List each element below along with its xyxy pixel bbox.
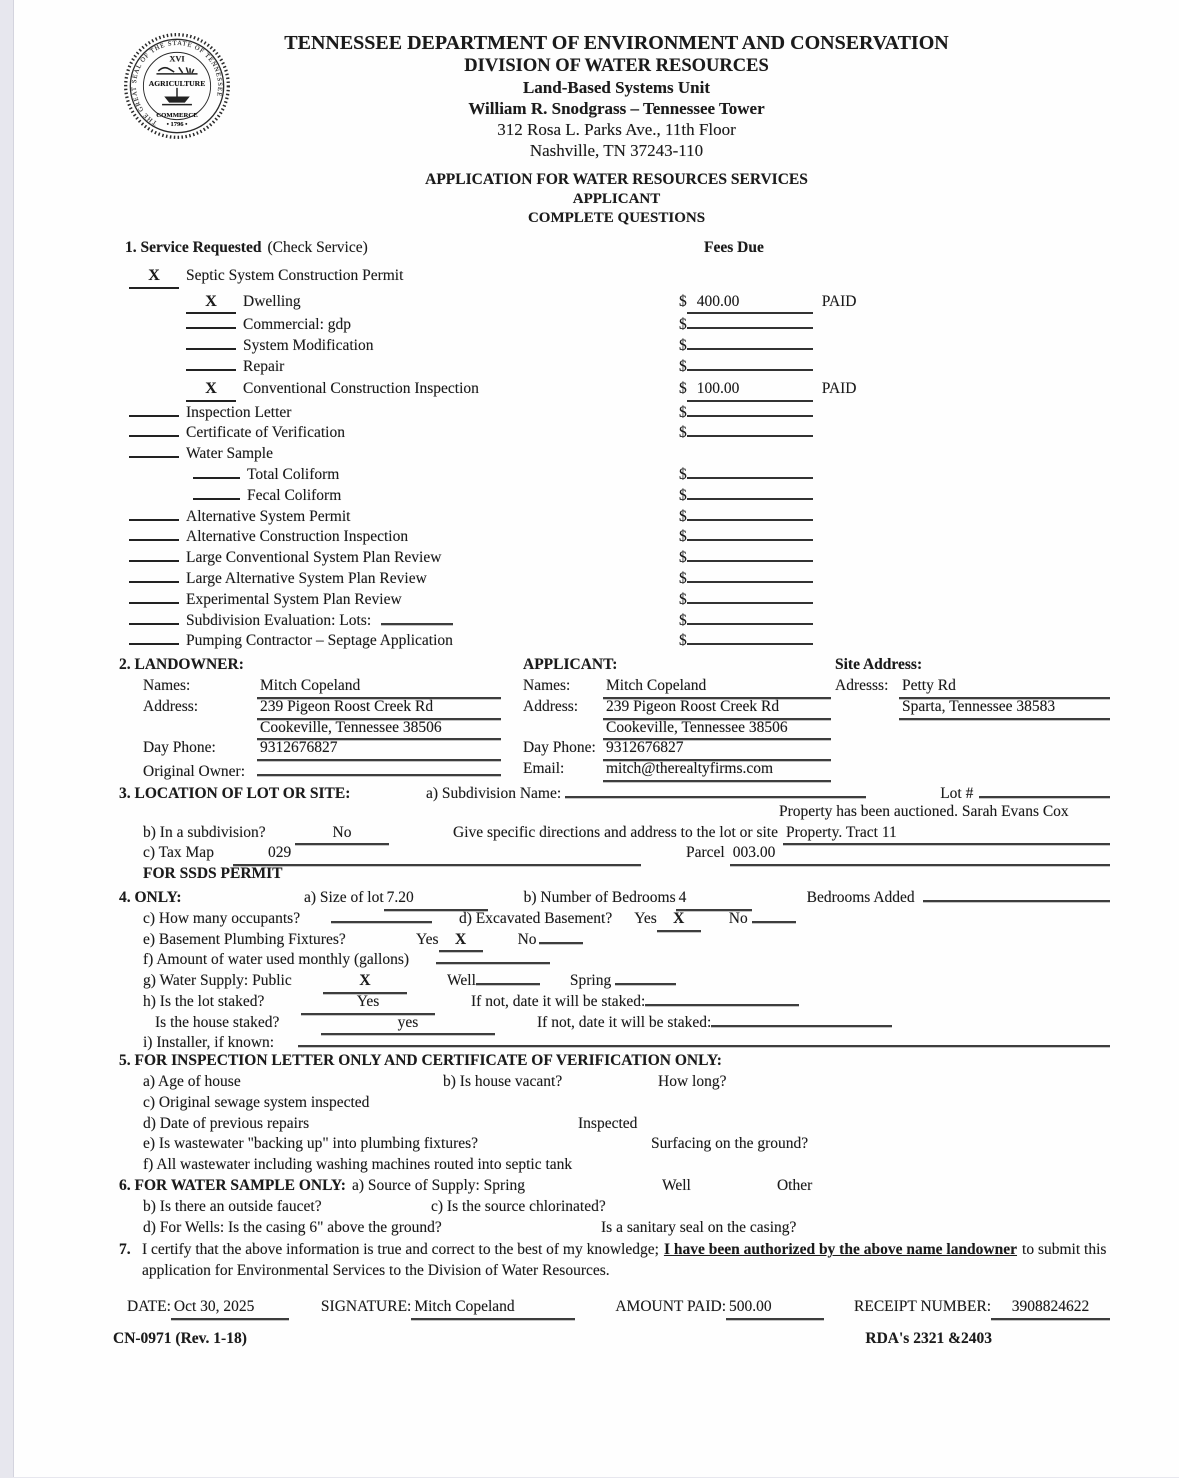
dollar-sign: $ bbox=[679, 528, 687, 546]
no-label: No bbox=[728, 909, 748, 927]
address-label: Address: bbox=[523, 697, 579, 715]
bedrooms-added-label: Bedrooms Added bbox=[806, 888, 915, 906]
water-monthly-row bbox=[119, 947, 1110, 968]
service-item-row bbox=[119, 354, 1110, 375]
no-label: No bbox=[517, 930, 537, 948]
landowner-address2-field[interactable]: Cookeville, Tennessee 38506 bbox=[257, 718, 501, 741]
service-item-label: Inspection Letter bbox=[186, 403, 292, 421]
fee-amount-field[interactable]: 100.00 bbox=[687, 379, 813, 402]
source-of-supply-label: a) Source of Supply: Spring bbox=[351, 1177, 526, 1195]
dollar-sign: $ bbox=[679, 292, 687, 310]
outside-faucet-label: b) Is there an outside faucet? bbox=[143, 1197, 322, 1215]
checkbox-large-alternative-plan-review[interactable] bbox=[129, 566, 179, 583]
paid-label: PAID bbox=[821, 379, 857, 397]
water-supply-row bbox=[119, 968, 1110, 989]
service-item-label: Repair bbox=[243, 357, 285, 375]
dollar-sign: $ bbox=[679, 316, 687, 334]
checkbox-inspection-letter[interactable] bbox=[129, 400, 179, 417]
size-of-lot-label: a) Size of lot bbox=[304, 888, 384, 906]
age-of-house-label: a) Age of house bbox=[143, 1073, 241, 1091]
checkbox-water-sample[interactable] bbox=[129, 441, 179, 458]
inspection-title: 5. FOR INSPECTION LETTER ONLY AND CERTIFICATE OF VERIFICATION ONLY: bbox=[119, 1052, 722, 1070]
tax-map-field[interactable]: 029 bbox=[233, 843, 641, 866]
service-item-label: Water Sample bbox=[186, 445, 273, 463]
dollar-sign: $ bbox=[679, 549, 687, 567]
fee-amount-field[interactable] bbox=[687, 524, 813, 541]
previous-repairs-label: d) Date of previous repairs bbox=[143, 1114, 310, 1132]
service-item-row bbox=[119, 566, 1110, 587]
agency-title: TENNESSEE DEPARTMENT OF ENVIRONMENT AND CONSERVATION bbox=[284, 32, 949, 54]
plumbing-no-field[interactable] bbox=[539, 927, 583, 944]
yes-label: Yes bbox=[416, 930, 439, 948]
in-subdivision-label: b) In a subdivision? bbox=[143, 823, 266, 841]
tax-map-row bbox=[119, 843, 1110, 864]
water-monthly-field[interactable] bbox=[436, 947, 550, 964]
form-number: CN-0971 (Rev. 1-18) bbox=[113, 1329, 247, 1347]
applicant-phone-field[interactable]: 9312676827 bbox=[603, 738, 831, 761]
service-item-label: Total Coliform bbox=[247, 465, 340, 483]
house-staked-field[interactable]: yes bbox=[321, 1013, 495, 1036]
checkbox-fecal-coliform[interactable] bbox=[193, 483, 240, 500]
installer-field[interactable] bbox=[298, 1030, 1110, 1047]
routed-label: f) All wastewater including washing machines routed into septic tank bbox=[143, 1156, 573, 1174]
tax-map-label: c) Tax Map bbox=[143, 844, 214, 862]
amount-paid-label: AMOUNT PAID: bbox=[615, 1298, 727, 1316]
bedrooms-added-field[interactable] bbox=[923, 885, 1110, 902]
service-item-row bbox=[119, 608, 1110, 629]
service-item-row bbox=[119, 292, 1110, 313]
house-staked-row bbox=[119, 1010, 1110, 1031]
yes-label: Yes bbox=[634, 909, 657, 927]
dollar-sign: $ bbox=[679, 424, 687, 442]
dollar-sign: $ bbox=[679, 357, 687, 375]
spring-check-field[interactable] bbox=[615, 968, 676, 985]
service-item-row bbox=[119, 379, 1110, 400]
site-address-title: Site Address: bbox=[835, 656, 923, 674]
in-subdivision-row bbox=[119, 823, 1110, 844]
seal-commerce-label: COMMERCE bbox=[156, 111, 198, 119]
other-option-label: Other bbox=[776, 1177, 813, 1195]
original-owner-label: Original Owner: bbox=[143, 763, 246, 781]
occupants-basement-row bbox=[119, 906, 1110, 927]
service-item-row bbox=[119, 462, 1110, 483]
previous-repairs-row bbox=[119, 1114, 1110, 1135]
checkbox-certificate-verification[interactable] bbox=[129, 420, 179, 437]
landowner-address1-field[interactable]: 239 Pigeon Roost Creek Rd bbox=[257, 697, 501, 720]
fee-amount-field[interactable] bbox=[687, 628, 813, 645]
applicant-column bbox=[517, 655, 835, 780]
dollar-sign: $ bbox=[679, 403, 687, 421]
backing-up-row bbox=[119, 1134, 1110, 1155]
water-monthly-label: f) Amount of water used monthly (gallons) bbox=[143, 951, 410, 969]
signature-field[interactable]: Mitch Copeland bbox=[411, 1297, 575, 1320]
service-item-row bbox=[119, 266, 1110, 287]
applicant-address1-field[interactable]: 239 Pigeon Roost Creek Rd bbox=[603, 697, 831, 720]
service-item-label: Certificate of Verification bbox=[186, 424, 345, 442]
service-item-row bbox=[119, 400, 1110, 421]
lot-staked-date-field[interactable] bbox=[645, 989, 799, 1006]
day-phone-label: Day Phone: bbox=[523, 739, 596, 757]
checkbox-pumping-contractor[interactable] bbox=[129, 628, 179, 645]
checkbox-repair[interactable] bbox=[186, 354, 236, 371]
landowner-title: 2. LANDOWNER: bbox=[119, 656, 244, 674]
parcel-field[interactable]: 003.00 bbox=[730, 843, 1110, 866]
original-owner-field[interactable] bbox=[257, 759, 501, 776]
occupants-field[interactable] bbox=[331, 906, 432, 923]
installer-label: i) Installer, if known: bbox=[143, 1034, 275, 1052]
service-item-label: Septic System Construction Permit bbox=[186, 266, 404, 284]
fee-amount-field[interactable] bbox=[687, 462, 813, 479]
ifnot-staked-label: If not, date it will be staked: bbox=[537, 1013, 712, 1031]
outside-faucet-row bbox=[119, 1197, 1110, 1218]
city-address: Nashville, TN 37243-110 bbox=[529, 141, 704, 160]
date-label: DATE: bbox=[127, 1298, 171, 1316]
ssds-only-row bbox=[119, 885, 1110, 906]
service-item-row bbox=[119, 441, 1110, 462]
seal-plow-icon bbox=[156, 67, 197, 74]
parties-section bbox=[119, 655, 1110, 780]
seal-numeral: XVI bbox=[169, 54, 185, 64]
casing-label: d) For Wells: Is the casing 6" above the ground? bbox=[143, 1218, 442, 1236]
inspection-section-header bbox=[119, 1051, 1110, 1072]
email-label: Email: bbox=[523, 760, 565, 778]
fee-amount-field[interactable] bbox=[687, 312, 813, 329]
directions-field[interactable]: Property. Tract 11 bbox=[783, 823, 1110, 846]
lot-staked-row bbox=[119, 989, 1110, 1010]
form-subtitle-complete: COMPLETE QUESTIONS bbox=[527, 210, 706, 226]
seal-agriculture-label: AGRICULTURE bbox=[148, 79, 206, 88]
service-item-label: Alternative System Permit bbox=[186, 507, 351, 525]
site-address-column bbox=[835, 655, 1110, 780]
lot-staked-field[interactable]: Yes bbox=[301, 992, 435, 1015]
checkbox-dwelling[interactable]: X bbox=[186, 292, 236, 315]
fee-amount-field[interactable] bbox=[687, 504, 813, 521]
certify-text-after: to submit this bbox=[1022, 1241, 1107, 1259]
backing-up-label: e) Is wastewater "backing up" into plumbing fixtures? bbox=[143, 1135, 479, 1153]
dollar-sign: $ bbox=[679, 632, 687, 650]
landowner-names-field[interactable]: Mitch Copeland bbox=[257, 676, 501, 699]
house-staked-date-field[interactable] bbox=[711, 1010, 892, 1027]
service-item-row bbox=[119, 628, 1110, 649]
service-item-label: Large Alternative System Plan Review bbox=[186, 569, 427, 587]
names-label: Names: bbox=[143, 676, 191, 694]
lot-staked-label: h) Is the lot staked? bbox=[143, 992, 265, 1010]
lot-number-field[interactable] bbox=[979, 781, 1110, 798]
excavated-yes-field[interactable]: X bbox=[657, 909, 701, 932]
water-supply-label: g) Water Supply: Public bbox=[143, 972, 292, 990]
seal-year-label: • 1796 • bbox=[166, 121, 188, 129]
service-item-row bbox=[119, 524, 1110, 545]
directions-label: Give specific directions and address to the lot or site bbox=[453, 823, 778, 841]
service-item-row bbox=[119, 312, 1110, 333]
receipt-number-field[interactable]: 3908824622 bbox=[991, 1297, 1110, 1320]
installer-row bbox=[119, 1030, 1110, 1051]
original-sewage-label: c) Original sewage system inspected bbox=[143, 1093, 370, 1111]
service-title-note: (Check Service) bbox=[267, 239, 368, 256]
bedrooms-field[interactable]: 4 bbox=[676, 888, 752, 911]
well-check-field[interactable] bbox=[476, 968, 540, 985]
certify-line2: application for Environmental Services to the Division of Water Resources. bbox=[142, 1262, 610, 1280]
ssds-only-title: 4. ONLY: bbox=[119, 888, 182, 906]
site-address2-field[interactable]: Sparta, Tennessee 38583 bbox=[899, 697, 1110, 720]
routed-row bbox=[119, 1155, 1110, 1176]
well-label: Well bbox=[447, 972, 476, 990]
fees-due-header: Fees Due bbox=[704, 239, 764, 256]
form-title: APPLICATION FOR WATER RESOURCES SERVICES bbox=[425, 171, 808, 188]
inspected-label: Inspected bbox=[578, 1114, 638, 1132]
paid-label: PAID bbox=[821, 292, 857, 310]
house-vacant-label: b) Is house vacant? bbox=[443, 1073, 563, 1091]
auction-note: Property has been auctioned. Sarah Evans Cox bbox=[779, 802, 1069, 820]
dollar-sign: $ bbox=[679, 486, 687, 504]
subdivision-name-field[interactable] bbox=[565, 781, 866, 798]
size-of-lot-field[interactable]: 7.20 bbox=[384, 888, 488, 911]
parcel-label: Parcel bbox=[686, 844, 725, 862]
dollar-sign: $ bbox=[679, 507, 687, 525]
excavated-no-field[interactable] bbox=[752, 906, 796, 923]
plumbing-yes-field[interactable]: X bbox=[439, 930, 483, 953]
fee-amount-field[interactable]: 400.00 bbox=[687, 292, 813, 315]
checkbox-alternative-construction-inspection[interactable] bbox=[129, 524, 179, 541]
dollar-sign: $ bbox=[679, 465, 687, 483]
surfacing-label: Surfacing on the ground? bbox=[651, 1135, 809, 1153]
service-item-row bbox=[119, 504, 1110, 525]
checkbox-alternative-system-permit[interactable] bbox=[129, 504, 179, 521]
form-header bbox=[14, 0, 1179, 227]
auction-note-row bbox=[119, 802, 1110, 823]
service-title: 1. Service Requested bbox=[125, 239, 262, 256]
seal-boat-icon bbox=[162, 88, 192, 105]
excavated-basement-label: d) Excavated Basement? bbox=[459, 909, 613, 927]
water-sample-title: 6. FOR WATER SAMPLE ONLY: bbox=[119, 1177, 346, 1195]
checkbox-commercial[interactable] bbox=[186, 312, 236, 329]
occupants-label: c) How many occupants? bbox=[143, 909, 301, 927]
date-field[interactable]: Oct 30, 2025 bbox=[171, 1297, 289, 1320]
location-title: 3. LOCATION OF LOT OR SITE: bbox=[119, 784, 351, 802]
certification-section bbox=[119, 1240, 1110, 1282]
checkbox-subdivision-evaluation[interactable] bbox=[129, 608, 179, 625]
ssds-permit-header: FOR SSDS PERMIT bbox=[143, 865, 283, 883]
fee-amount-field[interactable] bbox=[687, 420, 813, 437]
certify-number: 7. bbox=[119, 1241, 131, 1259]
bedrooms-label: b) Number of Bedrooms bbox=[523, 888, 676, 906]
casing-row bbox=[119, 1218, 1110, 1239]
applicant-address2-field[interactable]: Cookeville, Tennessee 38506 bbox=[603, 718, 831, 741]
site-address-label: Adresss: bbox=[835, 676, 889, 694]
lots-field[interactable] bbox=[381, 608, 453, 625]
site-address1-field[interactable]: Petty Rd bbox=[899, 676, 1110, 699]
amount-paid-field[interactable]: 500.00 bbox=[726, 1297, 824, 1320]
water-sample-section-header bbox=[119, 1176, 1110, 1197]
seal-ring-text: THE GREAT SEAL OF THE STATE OF TENNESSEE bbox=[130, 39, 224, 127]
day-phone-label: Day Phone: bbox=[143, 739, 216, 757]
checkbox-large-conventional-plan-review[interactable] bbox=[129, 545, 179, 562]
plumbing-fixtures-row bbox=[119, 927, 1110, 948]
landowner-phone-field[interactable]: 9312676827 bbox=[257, 738, 501, 761]
landowner-column bbox=[119, 655, 517, 780]
service-item-label: Experimental System Plan Review bbox=[186, 590, 402, 608]
signature-label: SIGNATURE: bbox=[320, 1298, 412, 1316]
fee-amount-field[interactable] bbox=[687, 566, 813, 583]
signature-row bbox=[119, 1297, 1110, 1318]
fee-amount-field[interactable] bbox=[687, 587, 813, 604]
tennessee-state-seal-icon bbox=[119, 30, 235, 142]
service-item-label: Large Conventional System Plan Review bbox=[186, 549, 442, 567]
service-item-label: Fecal Coliform bbox=[247, 486, 342, 504]
fee-amount-field[interactable] bbox=[687, 354, 813, 371]
certify-text-before: I certify that the above information is true and correct to the best of my knowledge; bbox=[142, 1241, 659, 1259]
original-sewage-row bbox=[119, 1093, 1110, 1114]
in-subdivision-field[interactable]: No bbox=[295, 823, 389, 846]
fee-amount-field[interactable] bbox=[687, 608, 813, 625]
service-item-label: Commercial: gdp bbox=[243, 316, 352, 334]
subdivision-name-label: a) Subdivision Name: bbox=[426, 784, 562, 802]
fee-amount-field[interactable] bbox=[687, 333, 813, 350]
location-section-header bbox=[119, 781, 1110, 802]
service-item-row bbox=[119, 483, 1110, 504]
application-form-page bbox=[13, 0, 1179, 1477]
ifnot-staked-label: If not, date it will be staked: bbox=[471, 992, 646, 1010]
fee-amount-field[interactable] bbox=[687, 483, 813, 500]
service-item-label: Pumping Contractor – Septage Application bbox=[186, 632, 453, 650]
form-number-row bbox=[113, 1329, 1110, 1350]
names-label: Names: bbox=[523, 676, 571, 694]
checkbox-conventional-inspection[interactable]: X bbox=[186, 379, 236, 402]
chlorinated-label: c) Is the source chlorinated? bbox=[431, 1197, 606, 1215]
age-vacant-row bbox=[119, 1072, 1110, 1093]
public-check-field[interactable]: X bbox=[323, 971, 407, 994]
checkbox-system-modification[interactable] bbox=[186, 333, 236, 350]
form-subtitle-applicant: APPLICANT bbox=[572, 191, 661, 207]
service-item-row bbox=[119, 333, 1110, 354]
applicant-title: APPLICANT: bbox=[523, 656, 618, 674]
service-section-header bbox=[119, 238, 1110, 259]
dollar-sign: $ bbox=[679, 569, 687, 587]
service-item-label: Subdivision Evaluation: Lots: bbox=[186, 611, 372, 629]
checkbox-total-coliform[interactable] bbox=[193, 462, 240, 479]
dollar-sign: $ bbox=[679, 611, 687, 629]
fee-amount-field[interactable] bbox=[687, 545, 813, 562]
service-item-label: Dwelling bbox=[243, 292, 301, 310]
sanitary-seal-label: Is a sanitary seal on the casing? bbox=[601, 1218, 797, 1236]
unit-title: Land-Based Systems Unit bbox=[522, 78, 711, 97]
dollar-sign: $ bbox=[679, 337, 687, 355]
service-item-label: Alternative Construction Inspection bbox=[186, 528, 409, 546]
checkbox-experimental-plan-review[interactable] bbox=[129, 587, 179, 604]
dollar-sign: $ bbox=[679, 379, 687, 397]
service-item-row bbox=[119, 587, 1110, 608]
house-staked-label: Is the house staked? bbox=[155, 1013, 280, 1031]
plumbing-fixtures-label: e) Basement Plumbing Fixtures? bbox=[143, 930, 346, 948]
applicant-email-field[interactable]: mitch@therealtyfirms.com bbox=[603, 759, 831, 782]
address-label: Address: bbox=[143, 697, 199, 715]
service-item-row bbox=[119, 420, 1110, 441]
fee-amount-field[interactable] bbox=[687, 400, 813, 417]
applicant-names-field[interactable]: Mitch Copeland bbox=[603, 676, 831, 699]
dollar-sign: $ bbox=[679, 590, 687, 608]
certify-authorized-clause: I have been authorized by the above name landowner bbox=[663, 1241, 1018, 1259]
lot-number-label: Lot # bbox=[940, 784, 974, 802]
service-item-label: Conventional Construction Inspection bbox=[243, 379, 479, 397]
service-item-row bbox=[119, 545, 1110, 566]
street-address: 312 Rosa L. Parks Ave., 11th Floor bbox=[497, 120, 736, 139]
well-option-label: Well bbox=[661, 1177, 691, 1195]
spring-label: Spring bbox=[569, 972, 612, 990]
receipt-number-label: RECEIPT NUMBER: bbox=[854, 1298, 992, 1316]
checkbox-septic-permit[interactable]: X bbox=[129, 266, 179, 289]
how-long-label: How long? bbox=[658, 1073, 727, 1091]
building-title: William R. Snodgrass – Tennessee Tower bbox=[468, 99, 765, 118]
ssds-permit-header-row bbox=[119, 864, 1110, 885]
division-title: DIVISION OF WATER RESOURCES bbox=[464, 56, 769, 76]
rda-number: RDA's 2321 &2403 bbox=[865, 1329, 992, 1347]
service-item-label: System Modification bbox=[243, 337, 374, 355]
